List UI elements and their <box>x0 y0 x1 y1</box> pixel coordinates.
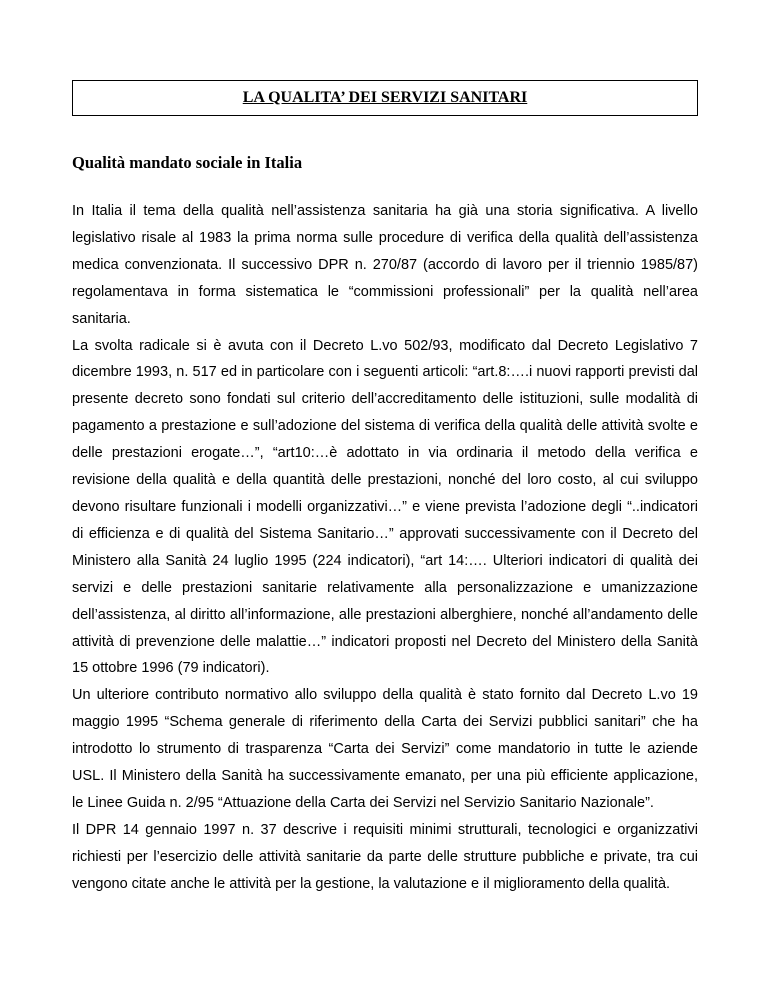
paragraph-1: In Italia il tema della qualità nell’assistenza sanitaria ha già una storia significativa. A livello legislativo risale al 1983 la prima norma sulle procedure di verifica della qualità dell’assistenza medica convenzionata. Il successivo DPR n. 270/87 (accordo di lavoro per il triennio 1985/87) regolamentava in forma sistematica le “commissioni professionali” per la qualità nell’area sanitaria. <box>72 203 698 327</box>
body-text <box>72 198 698 898</box>
paragraph-3: Un ulteriore contributo normativo allo sviluppo della qualità è stato fornito dal Decreto L.vo 19 maggio 1995 “Schema generale di riferimento della Carta dei Servizi pubblici sanitari” che ha introdotto lo strumento di trasparenza “Carta dei Servizi” come mandatorio in tutte le aziende USL. Il Ministero della Sanità ha successivamente emanato, per una più efficiente applicazione, le Linee Guida n. 2/95 “Attuazione della Carta dei Servizi nel Servizio Sanitario Nazionale”. <box>72 687 698 811</box>
document-page <box>72 80 698 898</box>
paragraph-2: La svolta radicale si è avuta con il Decreto L.vo 502/93, modificato dal Decreto Legislativo 7 dicembre 1993, n. 517 ed in particolare con i seguenti articoli: “art.8:….i nuovi rapporti previsti dal presente decreto sono fondati sul criterio dell’accreditamento delle istituzioni, sulle modalità di pagamento a prestazione e sull’adozione del sistema di verifica della qualità delle attività svolte e delle prestazioni erogate…”, “art10:…è adottato in via ordinaria il metodo della verifica e revisione della qualità e della quantità delle prestazioni, nonché del loro costo, al cui sviluppo devono risultare funzionali i modelli organizzativi…” e viene prevista l’adozione degli “..indicatori di efficienza e di qualità del Sistema Sanitario…” approvati successivamente con il Decreto del Ministero alla Sanità 24 luglio 1995 (224 indicatori), “art 14:…. Ulteriori indicatori di qualità dei servizi e delle prestazioni sanitarie relativamente alla personalizzazione e umanizzazione dell’assistenza, al diritto all’informazione, alle prestazioni alberghiere, nonché all’andamento delle attività di prevenzione delle malattie…” indicatori proposti nel Decreto del Ministero della Sanità 15 ottobre 1996 (79 indicatori). <box>72 337 698 677</box>
section-heading: Qualità mandato sociale in Italia <box>72 153 303 172</box>
paragraph-4: Il DPR 14 gennaio 1997 n. 37 descrive i requisiti minimi strutturali, tecnologici e organizzativi richiesti per l’esercizio delle attività sanitarie da parte delle strutture pubbliche e private, tra cui vengono citate anche le attività per la gestione, la valutazione e il miglioramento della qualità. <box>72 821 698 892</box>
document-title: LA QUALITA’ DEI SERVIZI SANITARI <box>242 89 528 106</box>
title-box <box>72 80 698 116</box>
